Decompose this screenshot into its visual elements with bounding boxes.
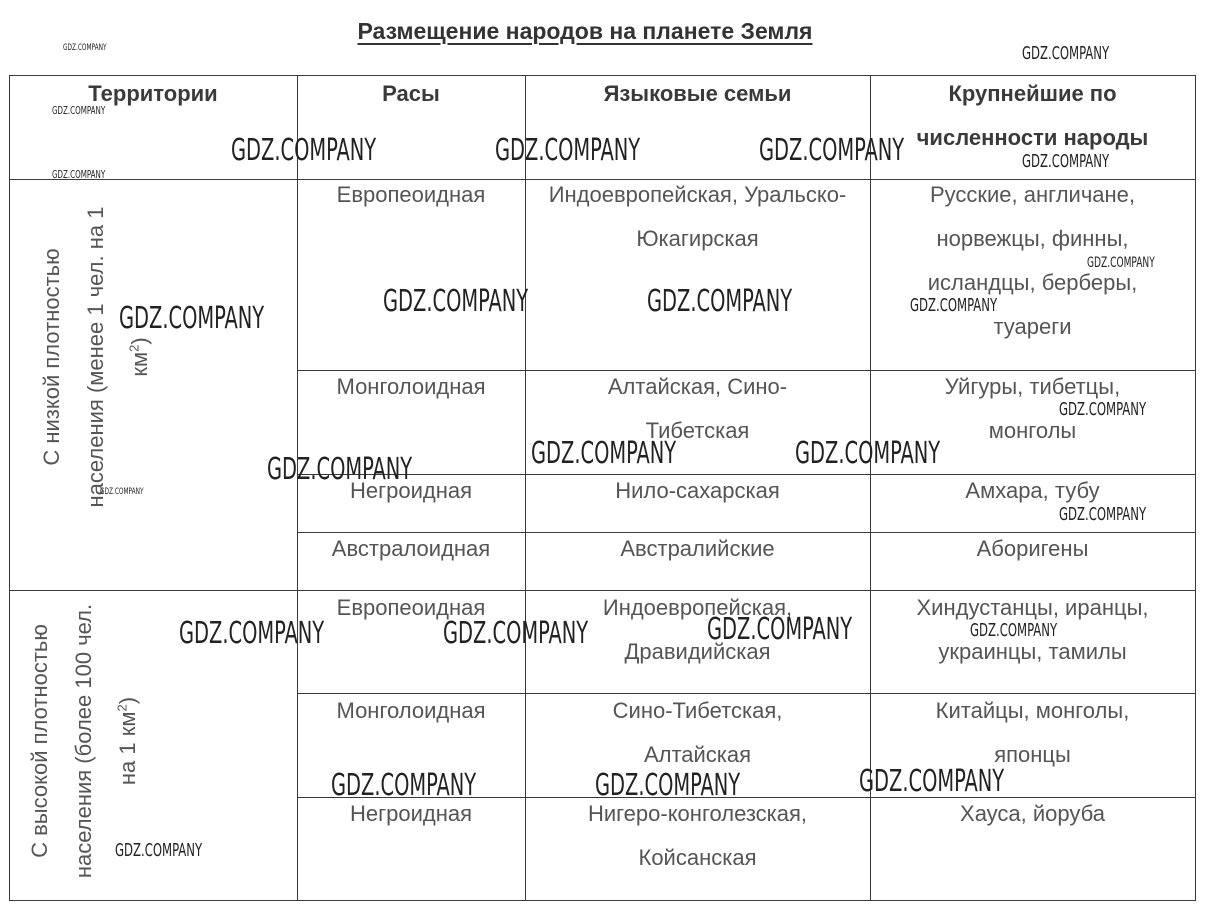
watermark: GDZ.COMPANY bbox=[100, 487, 144, 497]
watermark: GDZ.COMPANY bbox=[647, 284, 793, 319]
table-row-languages: Алтайская, Сино-Тибетская bbox=[607, 374, 788, 443]
territory-low-density: С низкой плотностью населения (менее 1 чел. на 1 $км^2$) bbox=[39, 206, 152, 508]
watermark: GDZ.COMPANY bbox=[179, 616, 325, 651]
table-row-peoples: Хиндустанцы, иранцы, украинцы, тамилы bbox=[916, 595, 1149, 664]
table-row-race: Австралоидная bbox=[331, 536, 491, 561]
table-row-peoples: Русские, англичане, норвежцы, финны, исландцы, берберы, туареги bbox=[927, 182, 1138, 339]
watermark: GDZ.COMPANY bbox=[267, 452, 413, 487]
table-row-peoples: Амхара, тубу bbox=[965, 478, 1100, 503]
table-row-peoples: Уйгуры, тибетцы, монголы bbox=[944, 374, 1121, 443]
table-row-race: Негроидная bbox=[349, 478, 473, 503]
watermark: GDZ.COMPANY bbox=[115, 840, 203, 861]
table-row-peoples: Китайцы, монголы, японцы bbox=[935, 698, 1130, 767]
watermark: GDZ.COMPANY bbox=[231, 133, 377, 168]
table-row-race: Европеоидная bbox=[336, 595, 486, 620]
watermark: GDZ.COMPANY bbox=[595, 768, 741, 803]
table-row-languages: Нило-сахарская bbox=[615, 478, 780, 503]
watermark: GDZ.COMPANY bbox=[759, 133, 905, 168]
watermark: GDZ.COMPANY bbox=[1022, 151, 1110, 172]
table-row-languages: Индоевропейская, Дравидийская bbox=[602, 595, 793, 664]
table-row-peoples: Хауса, йоруба bbox=[960, 801, 1105, 826]
header-territories: Территории bbox=[88, 81, 218, 106]
watermark: GDZ.COMPANY bbox=[531, 436, 677, 471]
watermark: GDZ.COMPANY bbox=[331, 768, 477, 803]
header-races: Расы bbox=[382, 81, 440, 106]
page-title: Размещение народов на планете Земля bbox=[357, 18, 813, 44]
table-row-languages: Сино-Тибетская, Алтайская bbox=[612, 698, 783, 767]
watermark: GDZ.COMPANY bbox=[859, 764, 1005, 799]
watermark: GDZ.COMPANY bbox=[443, 616, 589, 651]
table-row-race: Европеоидная bbox=[336, 182, 486, 207]
watermark: GDZ.COMPANY bbox=[52, 104, 106, 117]
header-largest-peoples: Крупнейшие по численности народы bbox=[916, 81, 1149, 150]
table-row-languages: Австралийские bbox=[620, 536, 775, 561]
watermark: GDZ.COMPANY bbox=[1022, 43, 1110, 64]
watermark: GDZ.COMPANY bbox=[1059, 504, 1147, 525]
table-row-race: Монголоидная bbox=[336, 374, 486, 399]
table-row-languages: Индоевропейская, Уральско-Юкагирская bbox=[548, 182, 847, 251]
table-row-peoples: Аборигены bbox=[976, 536, 1089, 561]
header-language-families: Языковые семьи bbox=[603, 81, 792, 106]
table-row-race: Монголоидная bbox=[336, 698, 486, 723]
territory-high-density: С высокой плотностью населения (более 100 чел. на 1 $км^2$) bbox=[27, 603, 140, 879]
watermark: GDZ.COMPANY bbox=[1087, 255, 1155, 271]
watermark: GDZ.COMPANY bbox=[910, 295, 998, 316]
watermark: GDZ.COMPANY bbox=[970, 620, 1058, 641]
watermark: GDZ.COMPANY bbox=[1059, 399, 1147, 420]
watermark: GDZ.COMPANY bbox=[383, 284, 529, 319]
watermark: GDZ.COMPANY bbox=[63, 43, 107, 53]
watermark: GDZ.COMPANY bbox=[119, 301, 265, 336]
watermark: GDZ.COMPANY bbox=[707, 612, 853, 647]
watermark: GDZ.COMPANY bbox=[495, 133, 641, 168]
watermark: GDZ.COMPANY bbox=[52, 168, 106, 181]
watermark: GDZ.COMPANY bbox=[795, 436, 941, 471]
table-row-languages: Нигеро-конголезская, Койсанская bbox=[587, 801, 808, 870]
table-row-race: Негроидная bbox=[349, 801, 473, 826]
